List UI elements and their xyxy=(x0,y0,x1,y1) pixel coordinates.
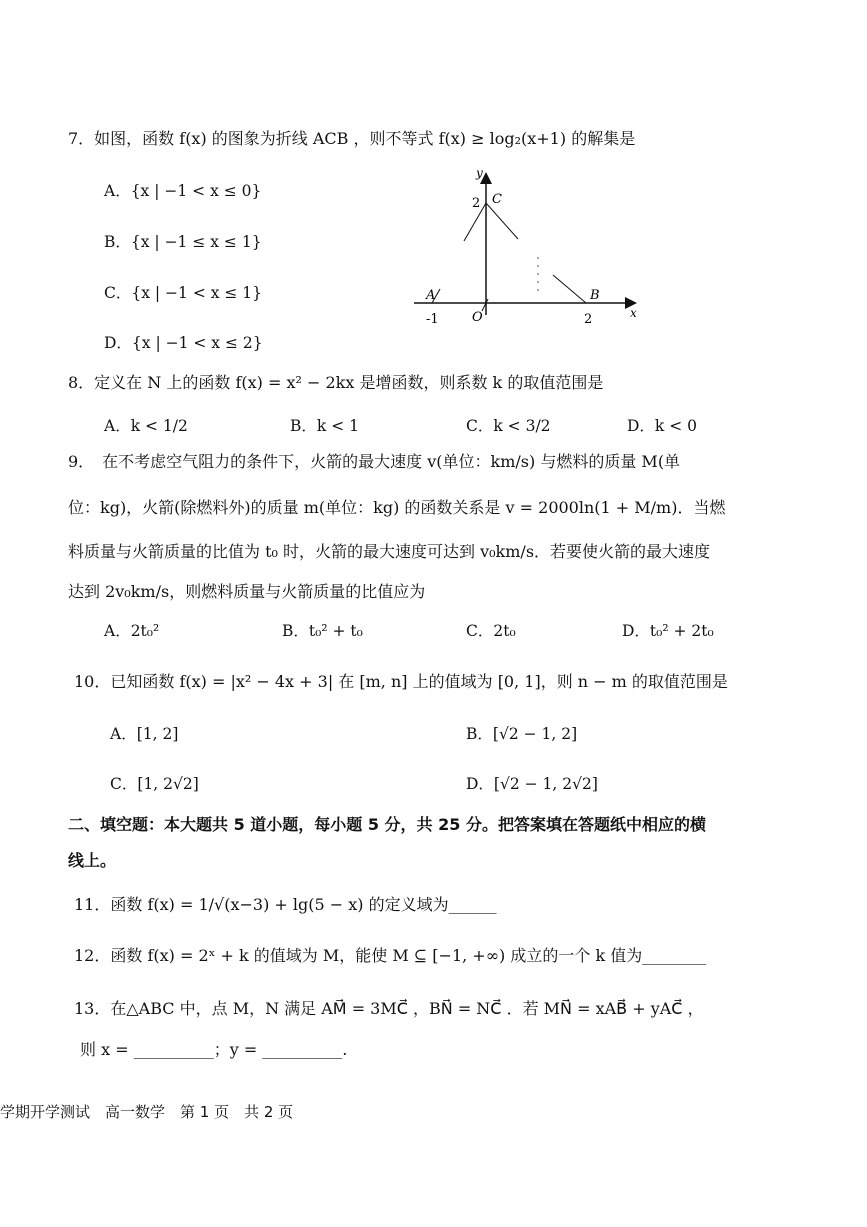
segment-o xyxy=(482,299,488,311)
section2-heading-line-2: 线上。 xyxy=(68,851,117,870)
q12-stem: 12．函数 f(x) = 2ˣ + k 的值域为 M，能使 M ⊆ [−1, +∞) 成立的一个 k 值为________ xyxy=(74,946,707,965)
q8-option-d: D．k < 0 xyxy=(627,417,698,435)
q9-option-c: C．2t₀ xyxy=(466,622,516,640)
section2-heading-line-1: 二、填空题：本大题共 5 道小题，每小题 5 分，共 25 分。把答案填在答题纸中相应的横 xyxy=(68,815,706,834)
q8-option-b: B．k < 1 xyxy=(290,417,359,435)
q7-option-c: C．{x | −1 < x ≤ 1} xyxy=(104,284,263,302)
q8-stem: 8．定义在 N 上的函数 f(x) = x² − 2kx 是增函数，则系数 k 的取值范围是 xyxy=(68,373,604,392)
q11-stem: 11．函数 f(x) = 1/√(x−3) + lg(5 − x) 的定义域为______ xyxy=(74,895,497,914)
point-c-label: C xyxy=(492,192,502,207)
tick-x-m1: -1 xyxy=(426,312,439,327)
q10-option-c: C．[1, 2√2] xyxy=(110,775,199,793)
q10-option-a: A．[1, 2] xyxy=(110,725,179,743)
q7-stem: 7．如图，函数 f(x) 的图象为折线 ACB ，则不等式 f(x) ≥ log₂(x+1) 的解集是 xyxy=(68,129,636,148)
q9-line-2: 位：kg)，火箭(除燃料外)的质量 m(单位：kg) 的函数关系是 v = 2000ln(1 + M/m)．当燃 xyxy=(68,498,726,517)
point-a-label: A xyxy=(426,288,436,303)
q10-stem: 10．已知函数 f(x) = |x² − 4x + 3| 在 [m, n] 上的值域为 [0, 1]，则 n − m 的取值范围是 xyxy=(74,672,728,691)
q7-option-b: B．{x | −1 ≤ x ≤ 1} xyxy=(104,233,262,251)
segment-cb xyxy=(486,203,518,239)
segment-cb-lower xyxy=(553,275,586,303)
q13-line-1: 13．在△ABC 中，点 M，N 满足 AM⃗ = 3MC⃗ ，BN⃗ = NC⃗ ．若 MN⃗ = xAB⃗ + yAC⃗ ， xyxy=(74,999,704,1018)
tick-y-2: 2 xyxy=(472,196,481,211)
q9-option-d: D．t₀² + 2t₀ xyxy=(622,622,714,640)
page-footer: 学期开学测试 高一数学 第 1 页 共 2 页 xyxy=(0,1103,294,1121)
y-axis-label: y xyxy=(476,166,483,180)
point-b-label: B xyxy=(590,288,600,303)
q13-line-2: 则 x = __________；y = __________. xyxy=(80,1040,348,1059)
q9-line-4: 达到 2v₀km/s，则燃料质量与火箭质量的比值应为 xyxy=(68,582,426,601)
q10-option-b: B．[√2 − 1, 2] xyxy=(466,725,578,743)
tick-x-2: 2 xyxy=(584,312,593,327)
q9-option-b: B．t₀² + t₀ xyxy=(282,622,363,640)
q9-option-a: A．2t₀² xyxy=(104,622,160,640)
x-axis-label: x xyxy=(630,306,637,320)
q8-option-c: C．k < 3/2 xyxy=(466,417,551,435)
q7-option-d: D．{x | −1 < x ≤ 2} xyxy=(104,334,263,352)
q9-line-1: 9． 在不考虑空气阻力的条件下，火箭的最大速度 v(单位：km/s) 与燃料的质量 M(单 xyxy=(68,452,681,471)
q7-graph xyxy=(408,165,648,335)
q8-option-a: A．k < 1/2 xyxy=(104,417,188,435)
origin-label: O xyxy=(472,310,483,325)
q10-option-d: D．[√2 − 1, 2√2] xyxy=(466,775,598,793)
q9-line-3: 料质量与火箭质量的比值为 t₀ 时，火箭的最大速度可达到 v₀km/s．若要使火箭的最大速度 xyxy=(68,542,711,561)
q7-option-a: A．{x | −1 < x ≤ 0} xyxy=(104,182,262,200)
